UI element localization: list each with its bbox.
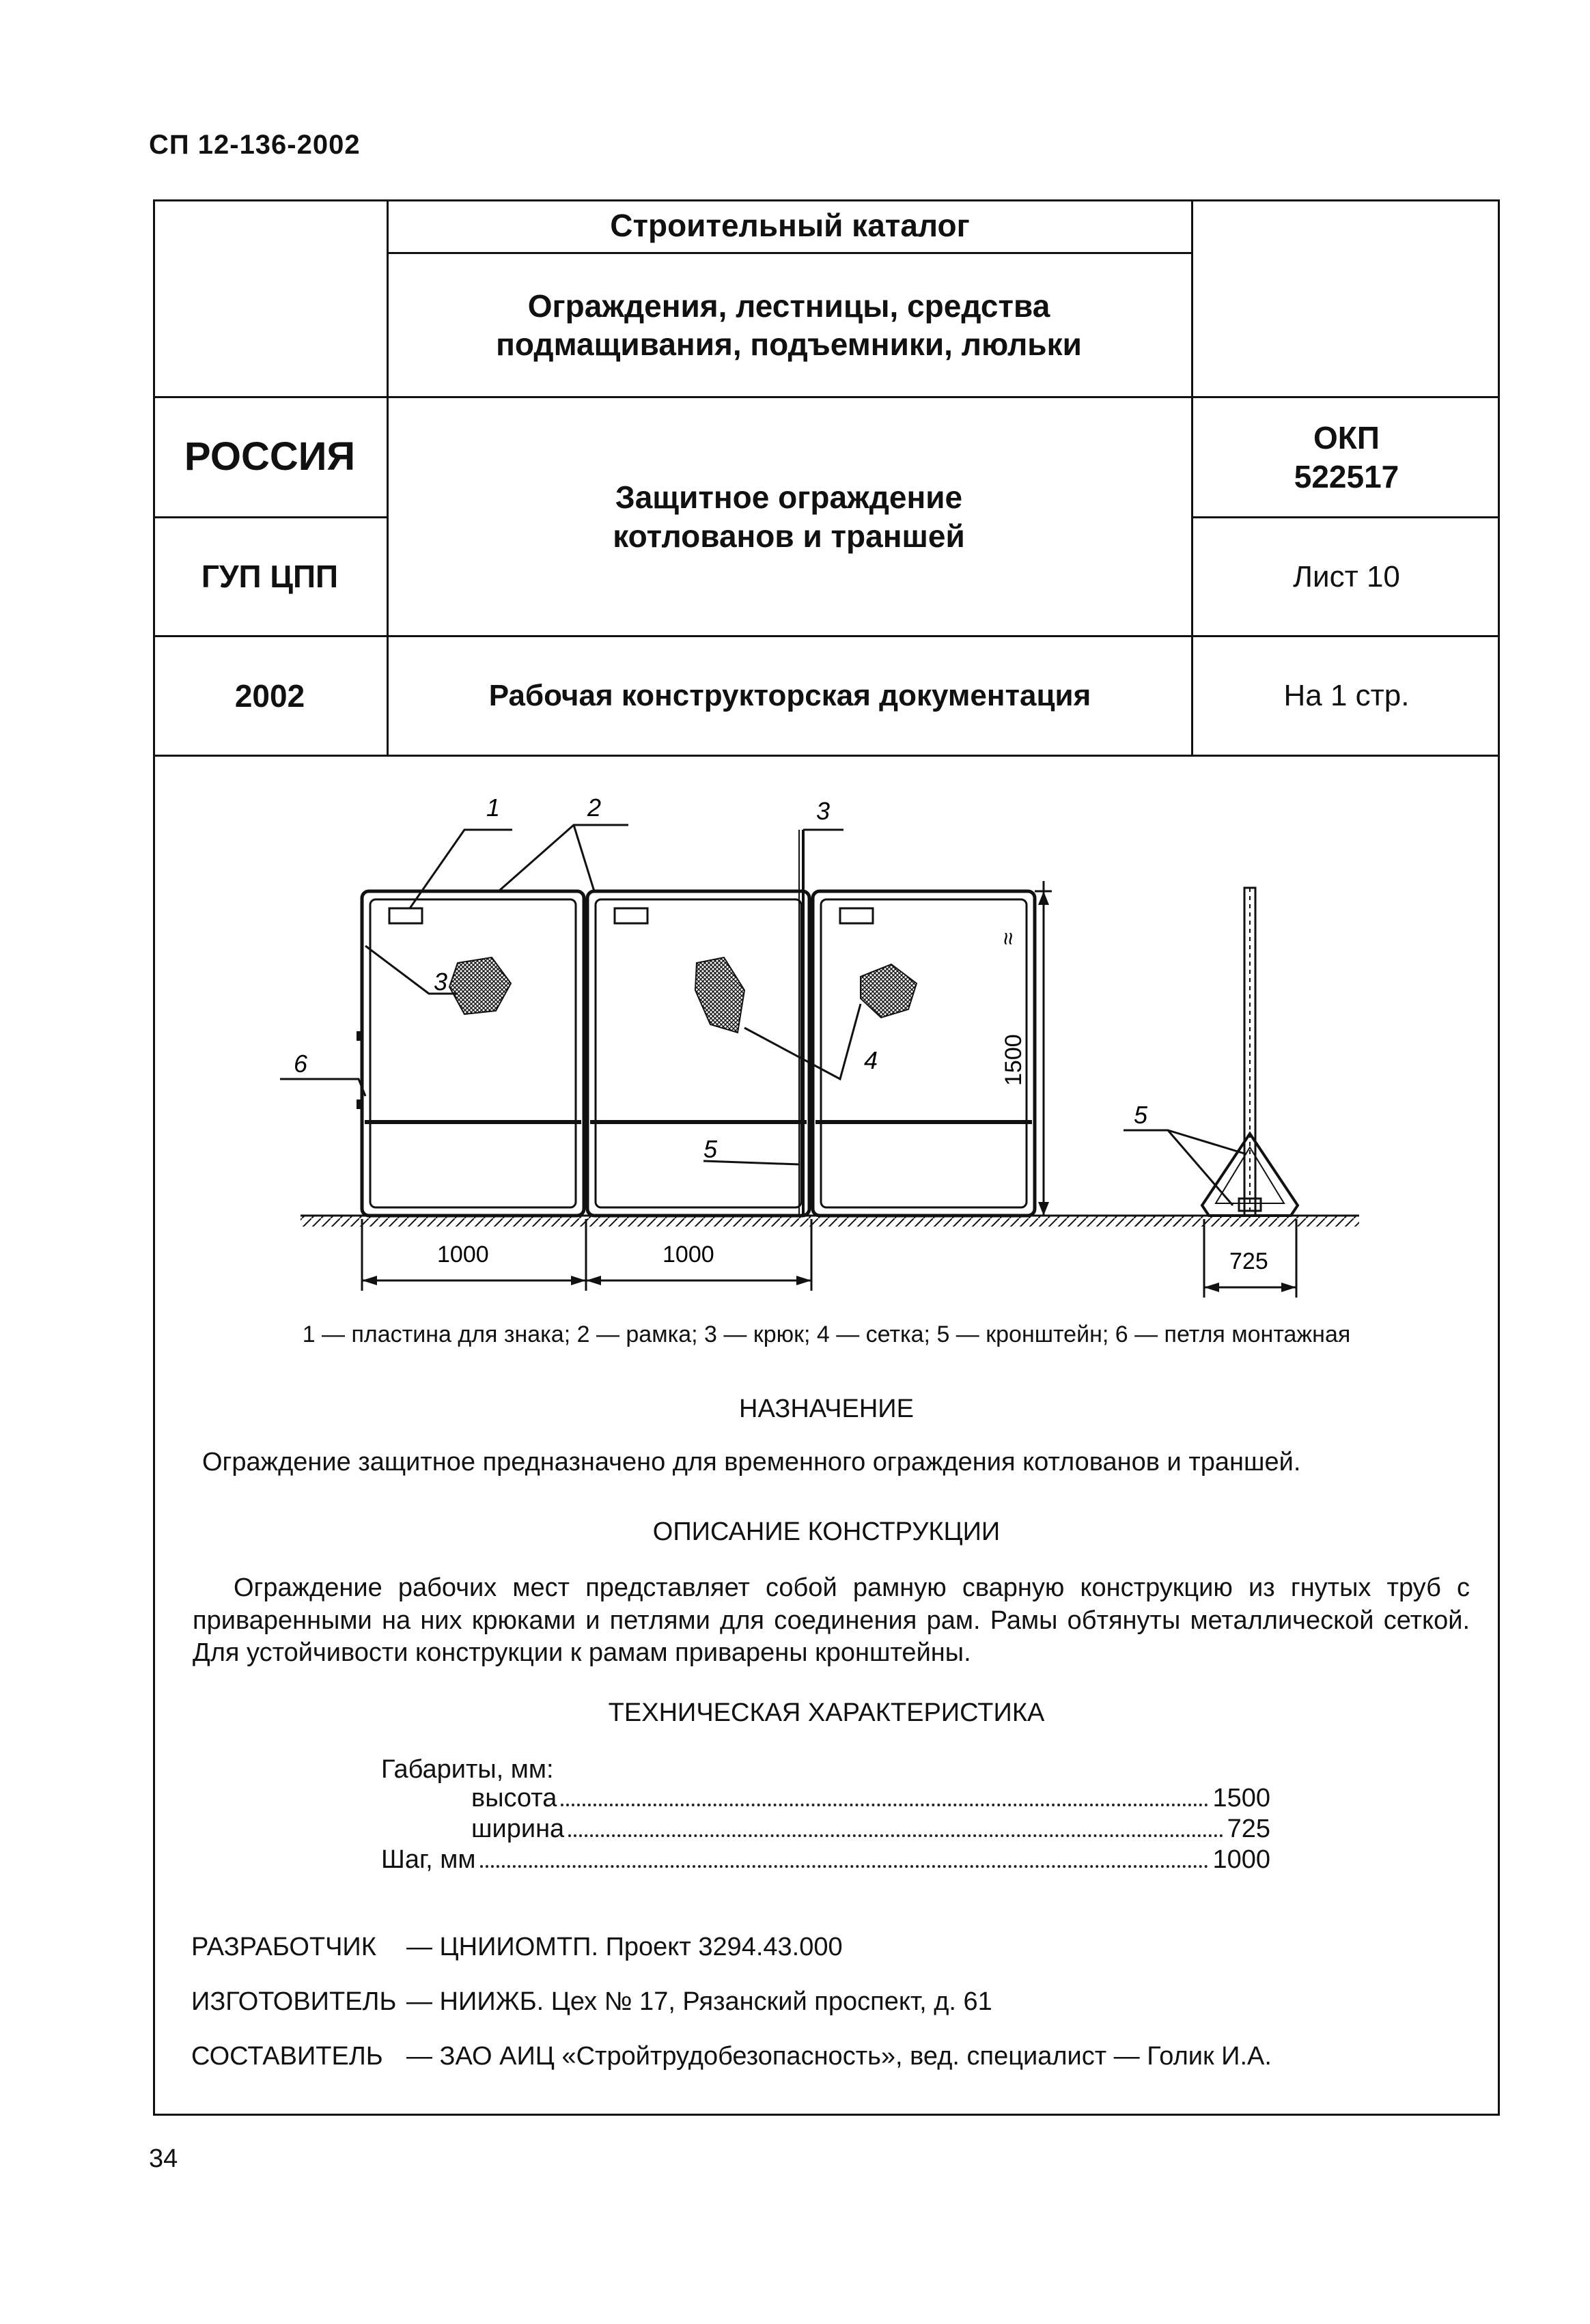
mesh-sample-3 — [861, 964, 917, 1018]
callout-3: 3 — [434, 968, 448, 996]
okp-cell — [1193, 398, 1500, 516]
country: РОССИЯ — [184, 434, 356, 479]
spec-row-step — [381, 1845, 1270, 1875]
catalog-title: Строительный каталог — [610, 208, 970, 244]
ground-hatch-side — [1134, 1216, 1359, 1227]
sign-plate-1 — [389, 908, 422, 923]
okp-label: ОКП — [1313, 420, 1380, 456]
callout-6: 6 — [294, 1050, 308, 1078]
spec-label: высота — [471, 1784, 557, 1812]
document-code: СП 12-136-2002 — [149, 130, 361, 160]
credit-manufacturer — [191, 1987, 992, 2017]
credit-role: СОСТАВИТЕЛЬ — [191, 2042, 383, 2071]
organization: ГУП ЦПП — [201, 559, 339, 595]
category-title: Ограждения, лестницы, средства подмащивания, подъемники, люльки — [496, 288, 1082, 362]
credit-compiler — [191, 2042, 1272, 2071]
fence-side-view — [1124, 888, 1298, 1298]
product-name: Защитное ограждение котлованов и траншей — [613, 479, 965, 554]
mesh-sample-2 — [695, 957, 744, 1033]
mounting-loop — [357, 1031, 363, 1041]
description-text: Ограждение рабочих мест представляет собой рамную сварную конструкцию из гнутых труб с приваренными на них крюками и петлями для соединения рам. Рамы обтянуты металлической сеткой. Для устойчивости конструкции к рамам приварены кронштейны. — [193, 1573, 1470, 1667]
width-dimension — [362, 1219, 811, 1291]
spec-label: Шаг, мм — [381, 1845, 476, 1874]
okp-code: 522517 — [1294, 458, 1399, 494]
drawing-caption: 1 — пластина для знака; 2 — рамка; 3 — крюк; 4 — сетка; 5 — кронштейн; 6 — петля монтажная — [302, 1321, 1351, 1347]
page-count: На 1 стр. — [1283, 679, 1410, 713]
purpose-text: Ограждение защитное предназначено для временного ограждения котлованов и траншей. — [202, 1448, 1301, 1476]
credit-value: — ЦНИИОМТП. Проект 3294.43.000 — [406, 1933, 843, 1961]
spec-value: 1000 — [1212, 1845, 1270, 1874]
dim-width-1: 1000 — [437, 1242, 489, 1268]
credit-developer — [191, 1933, 843, 1962]
callout-4: 4 — [864, 1046, 878, 1074]
spec-value: 1500 — [1212, 1784, 1270, 1812]
sign-plate-3 — [840, 908, 873, 923]
grid-line — [153, 755, 1500, 757]
fence-panel-1 — [357, 891, 584, 1216]
fence-panel-2 — [587, 891, 809, 1216]
specs-heading: ТЕХНИЧЕСКАЯ ХАРАКТЕРИСТИКА — [608, 1698, 1045, 1727]
sign-plate-2 — [615, 908, 647, 923]
spec-row-height — [471, 1784, 1270, 1813]
mesh-sample-1 — [449, 957, 511, 1014]
callout-5: 5 — [703, 1135, 718, 1163]
callout-5: 5 — [1134, 1101, 1148, 1129]
dim-width-2: 1000 — [662, 1242, 714, 1268]
credit-value: — НИИЖБ. Цех № 17, Рязанский проспект, д. 61 — [406, 1987, 992, 2016]
dim-base: 725 — [1229, 1248, 1268, 1274]
callout-1: 1 — [486, 794, 501, 822]
dot-leader — [561, 1804, 1208, 1806]
credit-role: РАЗРАБОТЧИК — [191, 1933, 376, 1961]
page-number: 34 — [149, 2144, 178, 2173]
callout-2: 2 — [587, 794, 602, 822]
spec-value: 725 — [1227, 1815, 1270, 1843]
year: 2002 — [234, 677, 305, 714]
dot-leader — [480, 1865, 1209, 1868]
specs-dims-label: Габариты, мм: — [381, 1755, 554, 1784]
credit-value: — ЗАО АИЦ «Стройтрудобезопасность», вед. специалист — Голик И.А. — [406, 2042, 1272, 2071]
height-dimension — [995, 881, 1052, 1216]
credit-role: ИЗГОТОВИТЕЛЬ — [191, 1987, 397, 2016]
purpose-heading: НАЗНАЧЕНИЕ — [739, 1395, 914, 1423]
break-mark: ≈ — [995, 932, 1021, 945]
spec-row-width — [471, 1815, 1270, 1844]
description-heading: ОПИСАНИЕ КОНСТРУКЦИИ — [652, 1517, 1001, 1546]
dim-height: 1500 — [1001, 1034, 1027, 1086]
fence-drawing — [225, 779, 1427, 1311]
dot-leader — [568, 1834, 1223, 1837]
sheet-number: Лист 10 — [1293, 559, 1400, 593]
callout-3: 3 — [816, 797, 831, 825]
document-type: Рабочая конструкторская документация — [488, 679, 1091, 713]
spec-label: ширина — [471, 1815, 565, 1843]
